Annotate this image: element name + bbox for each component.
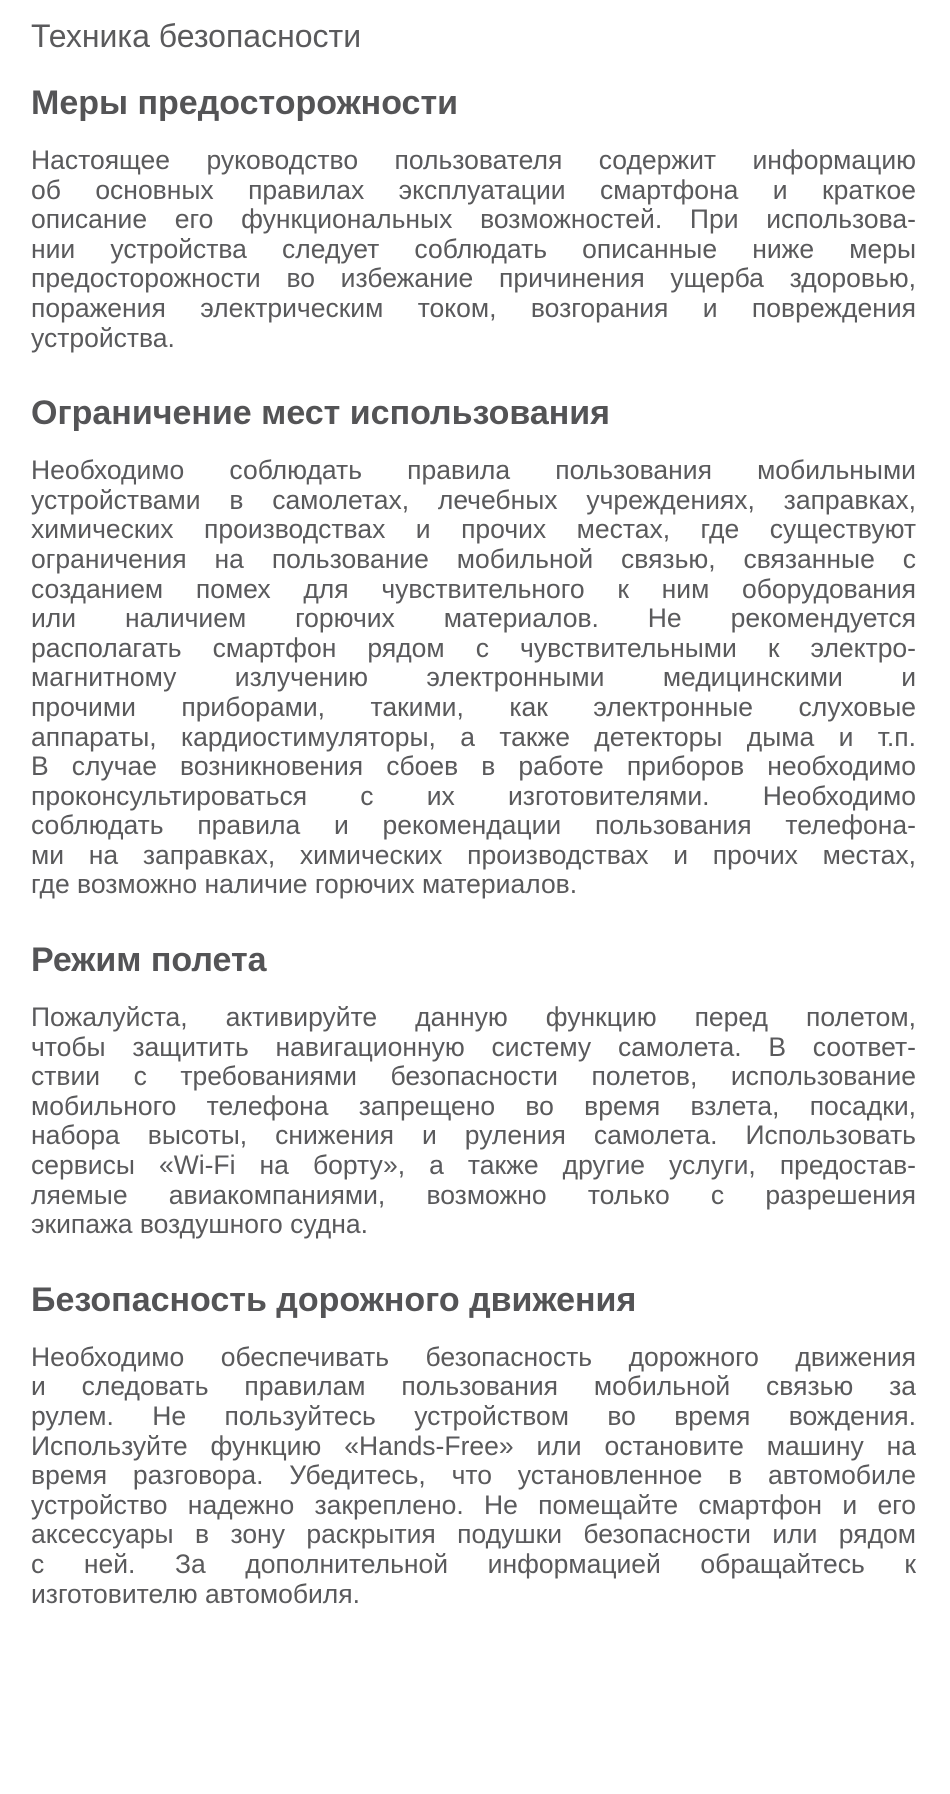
paragraph-line: проконсультироваться с их изготовителями. Необходимо: [31, 780, 916, 811]
paragraph-line: созданием помех для чувствительного к ним оборудования: [31, 573, 916, 604]
section-paragraph-usage-restrictions: [31, 456, 916, 900]
paragraph-line: ми на заправках, химических производствах и прочих местах,: [31, 839, 916, 870]
paragraph-line: ограничения на пользование мобильной связью, связанные с: [31, 543, 916, 574]
paragraph-line: набора высоты, снижения и руления самолета. Использовать: [31, 1120, 916, 1151]
sections-container: [31, 83, 916, 1609]
section-heading-usage-restrictions: Ограничение мест использования: [31, 394, 611, 433]
section-paragraph-flight-mode: [31, 1003, 916, 1240]
paragraph-line: мобильного телефона запрещено во время взлета, посадки,: [31, 1090, 916, 1121]
paragraph-line: изготовителю автомобиля.: [31, 1578, 360, 1609]
document-page: [31, 16, 916, 1649]
paragraph-line: Пожалуйста, активируйте данную функцию перед полетом,: [31, 1002, 916, 1033]
paragraph-line: описание его функциональных возможностей. При использова-: [31, 204, 916, 235]
section-paragraph-road-safety: [31, 1343, 916, 1609]
paragraph-line: Используйте функцию «Hands-Free» или остановите машину на: [31, 1430, 916, 1461]
section-heading-road-safety: Безопасность дорожного движения: [31, 1280, 637, 1319]
paragraph-line: аппараты, кардиостимуляторы, а также детекторы дыма и т.п.: [31, 721, 916, 752]
paragraph-line: поражения электрическим током, возгорания и повреждения: [31, 292, 916, 323]
paragraph-line: аксессуары в зону раскрытия подушки безопасности или рядом: [31, 1519, 916, 1550]
section-heading-precautions: Меры предосторожности: [31, 84, 458, 122]
paragraph-line: устройство надежно закреплено. Не помещайте смартфон и его: [31, 1489, 916, 1520]
paragraph-line: предосторожности во избежание причинения ущерба здоровью,: [31, 263, 916, 294]
paragraph-line: ствии с требованиями безопасности полетов, использование: [31, 1061, 916, 1092]
paragraph-line: Необходимо обеспечивать безопасность дорожного движения: [31, 1341, 916, 1372]
paragraph-line: экипажа воздушного судна.: [31, 1209, 368, 1240]
paragraph-line: где возможно наличие горючих материалов.: [31, 869, 578, 900]
paragraph-line: располагать смартфон рядом с чувствительными к электро-: [31, 632, 916, 663]
paragraph-line: В случае возникновения сбоев в работе приборов необходимо: [31, 751, 916, 782]
section-heading-flight-mode: Режим полета: [31, 941, 267, 980]
paragraph-line: и следовать правилам пользования мобильной связью за: [31, 1371, 916, 1402]
section-paragraph-precautions: [31, 146, 916, 353]
paragraph-line: нии устройства следует соблюдать описанные ниже меры: [31, 233, 916, 264]
paragraph-line: химических производствах и прочих местах, где существуют: [31, 514, 916, 545]
paragraph-line: рулем. Не пользуйтесь устройством во время вождения.: [31, 1401, 916, 1431]
paragraph-line: ляемые авиакомпаниями, возможно только с разрешения: [31, 1179, 916, 1210]
paragraph-line: Необходимо соблюдать правила пользования мобильными: [31, 455, 916, 486]
paragraph-line: или наличием горючих материалов. Не рекомендуется: [31, 603, 916, 634]
paragraph-line: устройства.: [31, 322, 175, 353]
paragraph-line: об основных правилах эксплуатации смартфона и краткое: [31, 174, 916, 205]
paragraph-line: с ней. За дополнительной информацией обращайтесь к: [31, 1548, 916, 1579]
paragraph-line: время разговора. Убедитесь, что установленное в автомобиле: [31, 1460, 916, 1491]
paragraph-line: Настоящее руководство пользователя содержит информацию: [31, 145, 916, 175]
paragraph-line: чтобы защитить навигационную систему самолета. В соответ-: [31, 1031, 916, 1062]
page-title: Техника безопасности: [31, 18, 362, 54]
paragraph-line: прочими приборами, такими, как электронные слуховые: [31, 691, 916, 722]
paragraph-line: устройствами в самолетах, лечебных учреждениях, заправках,: [31, 484, 916, 515]
paragraph-line: соблюдать правила и рекомендации пользования телефона-: [31, 810, 916, 841]
paragraph-line: магнитному излучению электронными медицинскими и: [31, 662, 916, 693]
paragraph-line: сервисы «Wi-Fi на борту», а также другие услуги, предостав-: [31, 1150, 916, 1181]
